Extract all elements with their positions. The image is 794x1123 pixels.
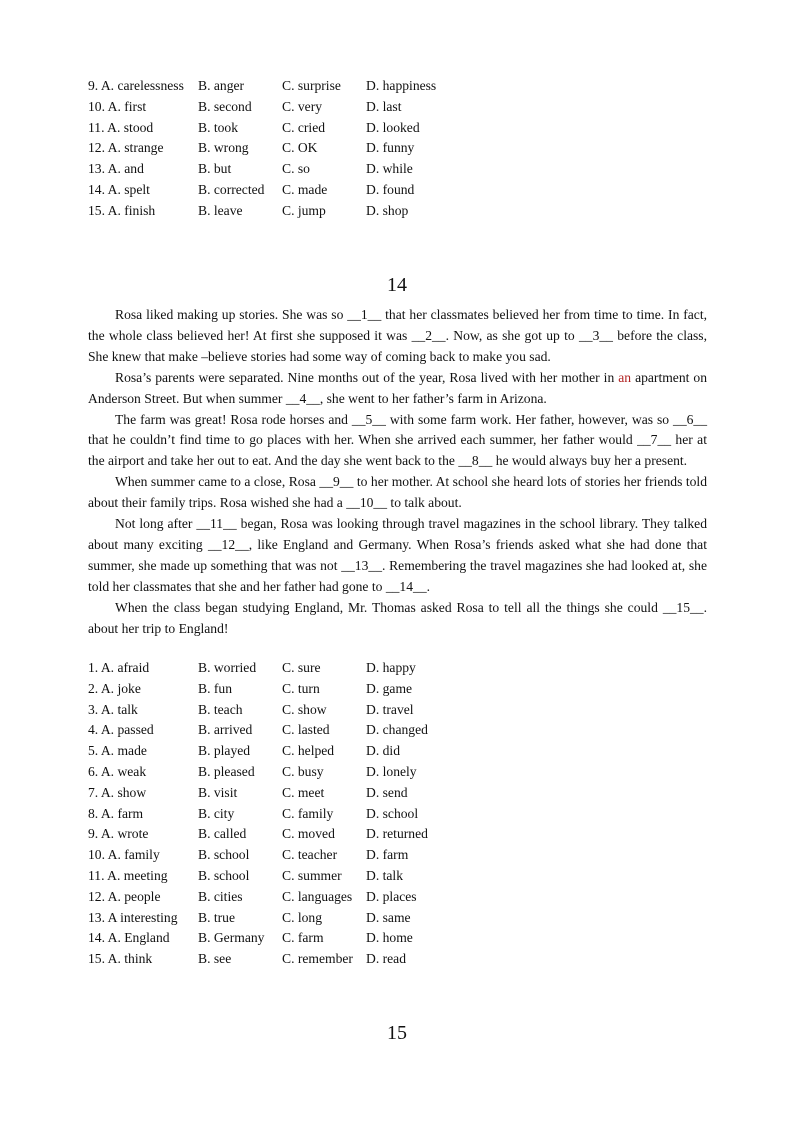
question-row [88, 720, 428, 741]
option-a: 9. A. wrote [88, 826, 149, 842]
question-row [88, 679, 428, 700]
option-d: D. same [366, 909, 411, 925]
option-c: C. teacher [282, 847, 338, 863]
question-row [88, 180, 436, 201]
option-a: 7. A. show [88, 784, 147, 800]
blank-7: __7__ [637, 432, 672, 448]
question-row [88, 97, 436, 118]
option-b: B. anger [198, 78, 245, 93]
option-d: D. school [366, 805, 419, 821]
blank-2: __2__ [411, 327, 446, 343]
option-b: B. called [198, 826, 247, 842]
option-d: D. lonely [366, 763, 417, 779]
paragraph: Rosa’s parents were separated. Nine months out of the year, Rosa lived with her mother in an apartment on Anderson Street. But when summer __4__, she went to her father’s farm in Arizona. [88, 369, 707, 406]
option-b: B. cities [198, 888, 243, 904]
option-c: C. sure [282, 660, 321, 675]
paragraph: Rosa liked making up stories. She was so __1__ that her classmates believed her from time to time. In fact, the whole class believed her! At first she supposed it was __2__. Now, as she got up to __3__ before the class, She knew that make –believe stories had some way of coming back to make you sad. [88, 307, 708, 364]
option-c: C. long [282, 909, 323, 925]
option-c: C. turn [282, 680, 320, 696]
blank-14: __14__ [385, 578, 427, 594]
option-c: C. busy [282, 763, 324, 779]
option-b: B. wrong [198, 140, 249, 156]
option-b: B. second [198, 98, 252, 114]
option-d: D. found [366, 181, 415, 197]
question-row [88, 887, 428, 908]
option-a: 4. A. passed [88, 722, 154, 738]
option-d: D. game [366, 680, 413, 696]
option-b: B. took [198, 119, 239, 135]
blank-5: __5__ [351, 411, 386, 427]
option-b: B. school [198, 847, 250, 863]
option-a: 1. A. afraid [88, 660, 150, 675]
question-row [88, 804, 428, 825]
option-d: D. happiness [366, 78, 437, 93]
cloze-passage [88, 305, 707, 640]
blank-12: __12__ [207, 536, 249, 552]
question-row [88, 866, 428, 887]
option-c: C. so [282, 161, 310, 177]
option-a: 9. A. carelessness [88, 78, 184, 93]
option-a: 10. A. family [88, 847, 160, 863]
option-a: 8. A. farm [88, 805, 144, 821]
option-a: 11. A. stood [88, 119, 154, 135]
blank-6: __6__ [673, 411, 707, 427]
option-d: D. send [366, 784, 408, 800]
question-row [88, 741, 428, 762]
option-a: 11. A. meeting [88, 867, 168, 883]
top-options-table [88, 76, 436, 222]
option-c: C. very [282, 98, 323, 114]
option-d: D. talk [366, 867, 403, 883]
option-a: 12. A. people [88, 888, 161, 904]
option-a: 12. A. strange [88, 140, 164, 156]
option-b: B. city [198, 805, 235, 821]
option-b: B. see [198, 951, 232, 967]
option-b: B. visit [198, 784, 238, 800]
option-d: D. while [366, 161, 413, 177]
option-a: 3. A. talk [88, 701, 138, 717]
option-b: B. corrected [198, 181, 265, 197]
option-d: D. funny [366, 140, 415, 156]
option-a: 14. A. spelt [88, 181, 150, 197]
blank-11: __11__ [196, 516, 237, 532]
option-c: C. remember [282, 951, 353, 967]
question-row [88, 845, 428, 866]
option-b: B. teach [198, 701, 243, 717]
option-a: 5. A. made [88, 743, 147, 759]
option-c: C. helped [282, 743, 335, 759]
question-row [88, 76, 436, 97]
option-b: B. Germany [198, 930, 265, 946]
option-b: B. but [198, 161, 232, 177]
option-c: C. jump [282, 202, 326, 218]
question-row [88, 824, 428, 845]
paragraph: When the class began studying England, Mr. Thomas asked Rosa to tell all the things she could __15__. about her trip to England! [88, 599, 707, 636]
blank-15: __15__ [662, 599, 704, 615]
option-c: C. lasted [282, 722, 330, 738]
option-d: D. home [366, 930, 413, 946]
option-c: C. surprise [282, 78, 341, 93]
option-c: C. OK [282, 140, 318, 156]
option-b: B. fun [198, 680, 232, 696]
option-c: C. summer [282, 867, 342, 883]
blank-13: __13__ [341, 557, 382, 573]
option-c: C. made [282, 181, 328, 197]
blank-10: __10__ [346, 495, 388, 511]
blank-4: __4__ [285, 390, 320, 406]
option-c: C. family [282, 805, 334, 821]
page-number: 15 [387, 1022, 407, 1044]
option-d: D. did [366, 743, 400, 759]
highlighted-word: an [618, 369, 632, 385]
paragraph: Not long after __11__ began, Rosa was looking through travel magazines in the school library. They talked about many exciting __12__, like England and Germany. When Rosa’s friends asked what she had done that summer, she made up something that was not __13__. Remembering the travel magazines she had looked at, she told her classmates that she and her father had gone to __14__. [88, 516, 707, 594]
option-c: C. cried [282, 119, 326, 135]
option-b: B. true [198, 909, 235, 925]
option-b: B. arrived [198, 722, 253, 738]
question-row [88, 949, 428, 970]
option-d: D. places [366, 888, 417, 904]
option-a: 6. A. weak [88, 763, 147, 779]
option-c: C. meet [282, 784, 325, 800]
paragraph: The farm was great! Rosa rode horses and __5__ with some farm work. Her father, however, was so __6__ that he couldn’t find time to go places with her. When she arrived each summer, her father would __7__ her at the airport and take her out to eat. And the day she went back to the __8__ he would always buy her a present. [88, 411, 707, 469]
question-row [88, 138, 436, 159]
question-row [88, 658, 428, 679]
option-a: 14. A. England [88, 930, 170, 946]
section-heading: 14 [387, 274, 407, 296]
option-c: C. farm [282, 930, 324, 946]
option-d: D. looked [366, 119, 420, 135]
option-b: B. pleased [198, 763, 255, 779]
blank-1: __1__ [347, 307, 382, 322]
blank-9: __9__ [319, 474, 354, 490]
bottom-options-table [88, 658, 428, 970]
option-d: D. last [366, 98, 402, 114]
option-b: B. school [198, 867, 250, 883]
question-row [88, 928, 428, 949]
option-b: B. worried [198, 660, 257, 675]
option-b: B. leave [198, 202, 243, 218]
question-row [88, 201, 436, 222]
option-a: 15. A. think [88, 951, 153, 967]
blank-8: __8__ [458, 453, 493, 469]
option-a: 13. A. and [88, 161, 144, 177]
option-d: D. read [366, 951, 407, 967]
option-a: 10. A. first [88, 98, 147, 114]
option-d: D. farm [366, 847, 409, 863]
question-row [88, 118, 436, 139]
question-row [88, 762, 428, 783]
question-row [88, 783, 428, 804]
option-c: C. show [282, 701, 327, 717]
blank-3: __3__ [578, 327, 613, 343]
option-d: D. returned [366, 826, 428, 842]
option-b: B. played [198, 743, 251, 759]
option-c: C. moved [282, 826, 335, 842]
option-d: D. travel [366, 701, 414, 717]
option-a: 15. A. finish [88, 202, 156, 218]
option-c: C. languages [282, 888, 353, 904]
option-d: D. happy [366, 660, 416, 675]
paragraph: When summer came to a close, Rosa __9__ to her mother. At school she heard lots of stories her friends told about their family trips. Rosa wished she had a __10__ to talk about. [88, 474, 707, 511]
question-row [88, 700, 428, 721]
option-d: D. changed [366, 722, 428, 738]
option-d: D. shop [366, 202, 409, 218]
option-a: 13. A interesting [88, 909, 178, 925]
question-row [88, 159, 436, 180]
question-row [88, 908, 428, 929]
option-a: 2. A. joke [88, 680, 141, 696]
